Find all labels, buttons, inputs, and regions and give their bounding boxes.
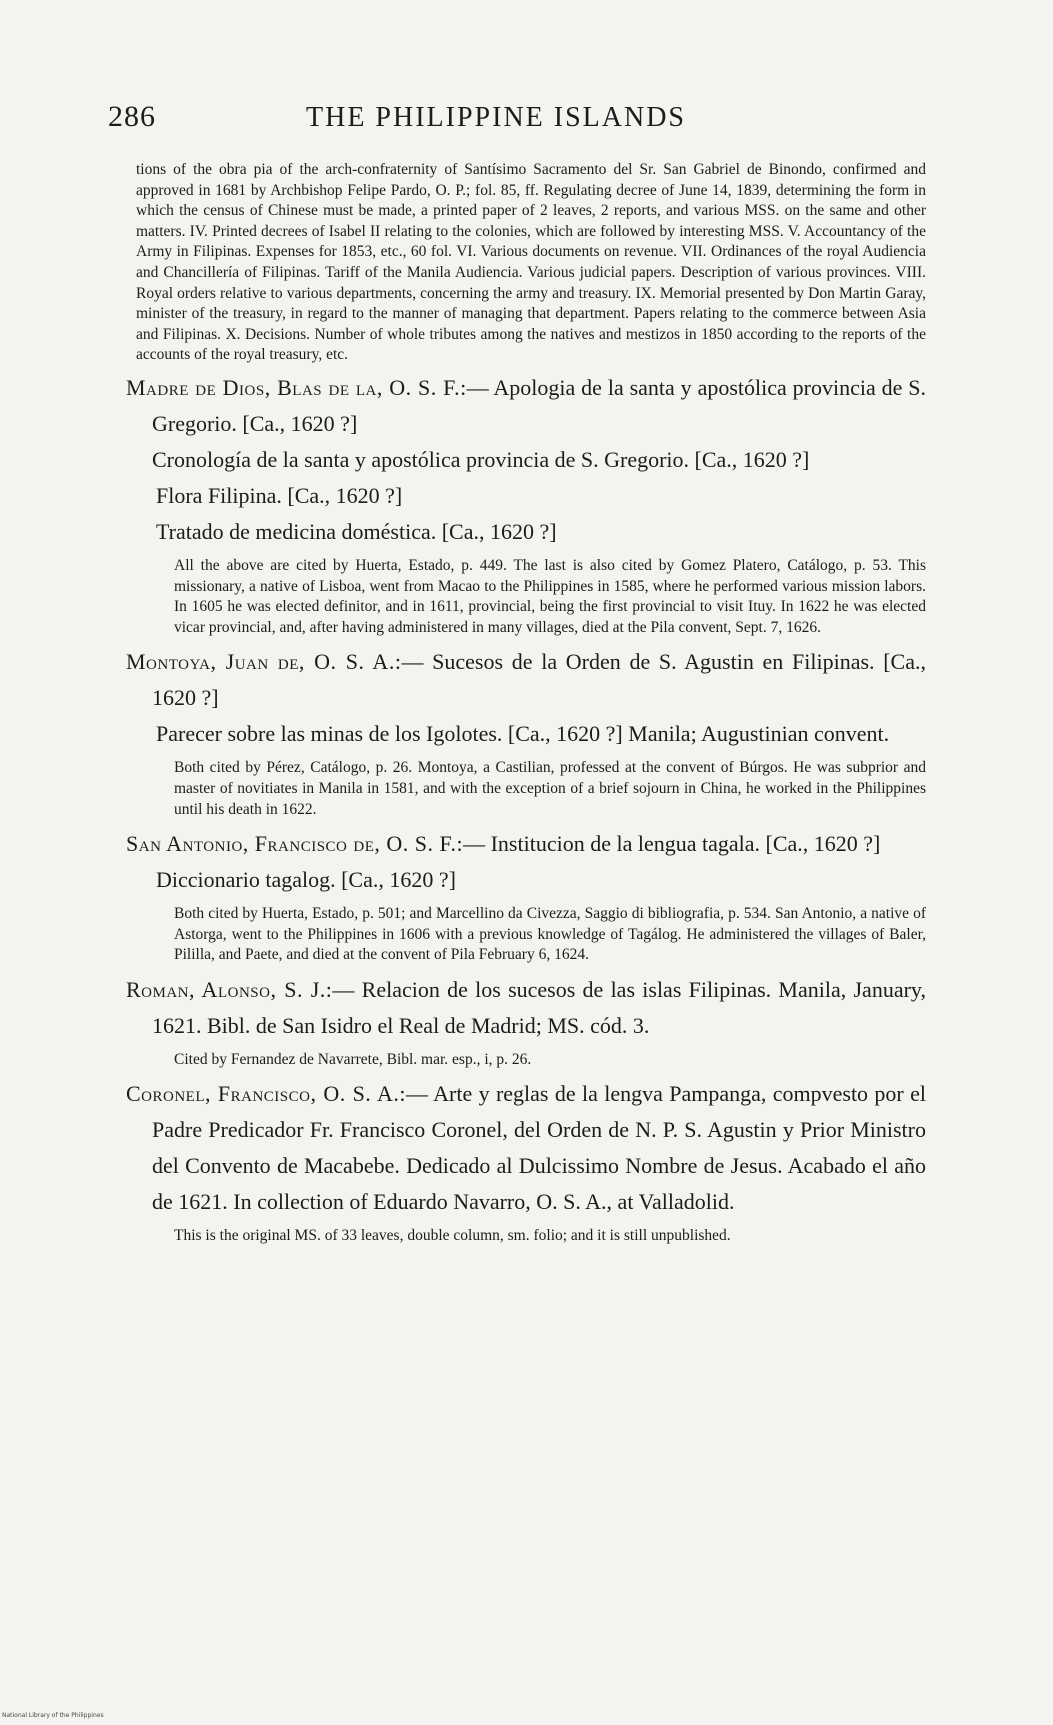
entry-author: Coronel, Francisco, O. S. A.: xyxy=(126,1081,406,1107)
entry-author: San Antonio, Francisco de, O. S. F.: xyxy=(126,831,464,857)
bibliography-entry xyxy=(126,826,926,966)
entry-first-work: — Arte y reglas de la lengva Pampanga, compvesto por el Padre Predicador Fr. Francisco Coronel, del Orden de N. P. S. Agustin y Prior Ministro del Convento de Macabebe. Dedicado al Dulcissimo Nombre de Jesus. Acabado el año de 1621. In collection of Eduardo Navarro, O. S. A., at Valladolid. xyxy=(152,1081,926,1215)
entry-note: All the above are cited by Huerta, Estado, p. 449. The last is also cited by Gomez Platero, Catálogo, p. 53. This missionary, a native of Lisboa, went from Macao to the Philippines in 1585, where he performed various mission labors. In 1605 he was elected definitor, and in 1611, provincial, being the first provincial to visit Ituy. In 1622 he was elected vicar provincial, and, after having administered in many villages, died at the Pila convent, Sept. 7, 1626. xyxy=(174,556,926,636)
entry-author: Madre de Dios, Blas de la, O. S. F.: xyxy=(126,374,467,400)
entry-note: Both cited by Pérez, Catálogo, p. 26. Montoya, a Castilian, professed at the convent of Búrgos. He was subprior and master of novitiates in Manila in 1581, and with the exception of a brief sojourn in China, he worked in the Philippines until his death in 1622. xyxy=(174,759,926,818)
entry-work: Parecer sobre las minas de los Igolotes. [Ca., 1620 ?] Manila; Augustinian convent. xyxy=(156,721,890,747)
entry-note: This is the original MS. of 33 leaves, double column, sm. folio; and it is still unpublished. xyxy=(174,1227,731,1245)
entry-author: Montoya, Juan de, O. S. A.: xyxy=(126,649,402,675)
page-number: 286 xyxy=(108,100,156,133)
entry-heading xyxy=(126,1076,926,1220)
entry-author: Roman, Alonso, S. J.: xyxy=(126,976,333,1002)
intro-note: tions of the obra pia of the arch-confraternity of Santísimo Sacramento del Sr. San Gabriel de Binondo, confirmed and approved in 1681 by Archbishop Felipe Pardo, O. P.; fol. 85, ff. Regulating decree of June 14, 1839, determining the form in which the census of Chinese must be made, a printed paper of 2 leaves, 2 reports, and various MSS. on the same and other matters. IV. Printed decrees of Isabel II relating to the colonies, which are followed by interesting MSS. V. Accountancy of the Army in Filipinas. Expenses for 1853, etc., 60 fol. VI. Various documents on revenue. VII. Ordinances of the royal Audiencia and Chancillería of Filipinas. Tariff of the Manila Audiencia. Various judicial papers. Description of various provinces. VIII. Royal orders relative to various departments, concerning the army and treasury. IX. Memorial presented by Don Martin Garay, minister of the treasury, in regard to the manner of managing that department. Papers relating to the commerce between Asia and Filipinas. X. Decisions. Number of whole tributes among the natives and mestizos in 1850 according to the reports of the accounts of the royal treasury, etc. xyxy=(136,161,926,364)
page-header xyxy=(108,100,708,134)
bibliography-entry xyxy=(126,370,926,638)
entry-heading xyxy=(126,826,926,862)
entry-note: Both cited by Huerta, Estado, p. 501; and Marcellino da Civezza, Saggio di bibliografia, p. 534. San Antonio, a native of Astorga, went to the Philippines in 1606 with a previous knowledge of Tagálog. He administered the villages of Baler, Pililla, and Paete, and died at the convent of Pila February 6, 1624. xyxy=(174,905,926,964)
entry-heading xyxy=(126,972,926,1044)
entry-work: Cronología de la santa y apostólica provincia de S. Gregorio. [Ca., 1620 ?] xyxy=(152,446,810,472)
entry-first-work: — Relacion de los sucesos de las islas Filipinas. Manila, January, 1621. Bibl. de San Isidro el Real de Madrid; MS. cód. 3. xyxy=(152,976,926,1038)
entry-heading xyxy=(126,370,926,442)
entry-heading xyxy=(126,644,926,716)
bibliography-entry xyxy=(126,972,926,1071)
entry-first-work: — Apologia de la santa y apostólica provincia de S. Gregorio. [Ca., 1620 ?] xyxy=(152,374,926,436)
entry-work: Diccionario tagalog. [Ca., 1620 ?] xyxy=(156,867,456,893)
bibliography-entry xyxy=(126,644,926,820)
entry-first-work: — Institucion de la lengua tagala. [Ca., 1620 ?] xyxy=(463,831,881,857)
entry-work: Tratado de medicina doméstica. [Ca., 1620 ?] xyxy=(156,518,557,544)
entry-work: Flora Filipina. [Ca., 1620 ?] xyxy=(156,482,403,508)
page-body xyxy=(126,160,926,1249)
entry-note: Cited by Fernandez de Navarrete, Bibl. mar. esp., i, p. 26. xyxy=(174,1050,532,1068)
bibliography-entry xyxy=(126,1076,926,1247)
entry-first-work: — Sucesos de la Orden de S. Agustin en Filipinas. [Ca., 1620 ?] xyxy=(152,649,926,711)
library-stamp: National Library of the Philippines xyxy=(2,1712,104,1719)
running-title: THE PHILIPPINE ISLANDS xyxy=(306,102,686,133)
